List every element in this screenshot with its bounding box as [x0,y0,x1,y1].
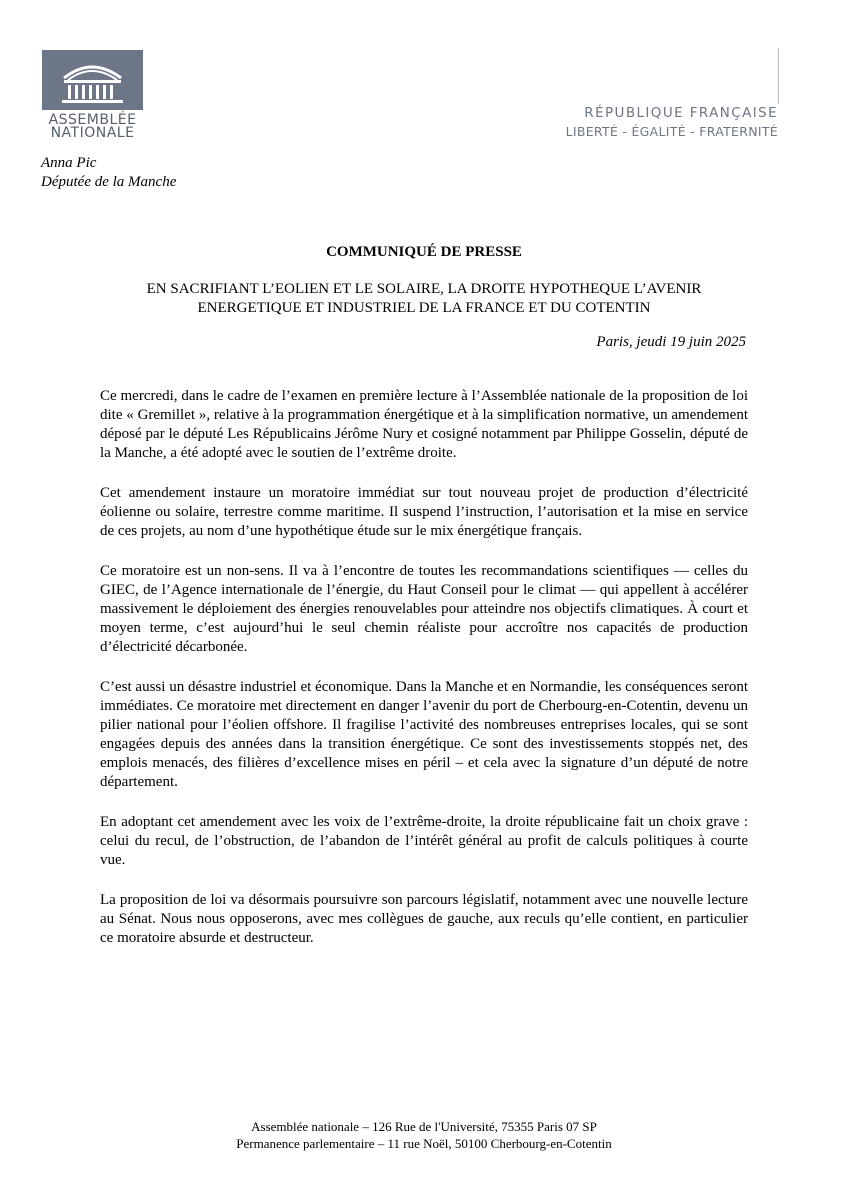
logo-text-line1: ASSEMBLÉE [48,112,137,128]
logo-text-line2: NATIONALE [50,125,135,141]
author-name: Anna Pic [41,155,97,171]
document-body [100,387,748,969]
hemicycle-icon [42,50,143,110]
document-title: COMMUNIQUÉ DE PRESSE [326,244,522,260]
document-headline: EN SACRIFIANT L’EOLIEN ET LE SOLAIRE, LA DROITE HYPOTHEQUE L’AVENIR ENERGETIQUE ET INDUSTRIEL DE LA FRANCE ET DU COTENTIN [146,281,702,316]
author-role: Députée de la Manche [41,174,177,190]
paragraph: Ce mercredi, dans le cadre de l’examen en première lecture à l’Assemblée nationale de la proposition de loi dite « Gremillet », relative à la programmation énergétique et à la simplification normative, un amendement déposé par le député Les Républicains Jérôme Nury et cosigné notamment par Philippe Gosselin, député de la Manche, a été adopté avec le soutien de l’extrême droite. [100,388,748,461]
document-date: Paris, jeudi 19 juin 2025 [596,334,746,350]
assemblee-logo-emblem [42,50,143,110]
paragraph: Cet amendement instaure un moratoire immédiat sur tout nouveau projet de production d’électricité éolienne ou solaire, terrestre comme maritime. Il suspend l’instruction, l’autorisation et la mise en service de ces projets, au nom d’une hypothétique étude sur le mix énergétique français. [100,485,748,539]
republic-motto: LIBERTÉ - ÉGALITÉ - FRATERNITÉ [565,124,778,139]
footer-address-assemblee: Assemblée nationale – 126 Rue de l'Université, 75355 Paris 07 SP [251,1119,597,1134]
paragraph: En adoptant cet amendement avec les voix de l’extrême-droite, la droite républicaine fait un choix grave : celui du recul, de l’obstruction, de l’abandon de l’intérêt général au profit de calculs politiques à courte vue. [100,814,748,868]
header-divider [778,48,779,104]
paragraph: C’est aussi un désastre industriel et économique. Dans la Manche et en Normandie, les conséquences seront immédiates. Ce moratoire met directement en danger l’avenir du port de Cherbourg-en-Cotentin, devenu un pilier national pour l’éolien offshore. Il fragilise l’activité des nombreuses entreprises locales, qui se sont engagées depuis des années dans la transition énergétique. Ce sont des investissements stoppés net, des emplois menacés, des filières d’excellence mises en péril – et cela avec la signature d’un député de notre département. [100,679,748,790]
paragraph: La proposition de loi va désormais poursuivre son parcours législatif, notamment avec une nouvelle lecture au Sénat. Nous nous opposerons, avec mes collègues de gauche, aux reculs qu’elle contient, en particulier ce moratoire absurde et destructeur. [100,892,748,946]
paragraph: Ce moratoire est un non-sens. Il va à l’encontre de toutes les recommandations scientifiques — celles du GIEC, de l’Agence internationale de l’énergie, du Haut Conseil pour le climat — qui appellent à accélérer massivement le déploiement des énergies renouvelables pour atteindre nos objectifs climatiques. À court et moyen terme, c’est aujourd’hui le seul chemin réaliste pour accroître nos capacités de production d’électricité décarbonée. [100,563,748,655]
republic-label: RÉPUBLIQUE FRANÇAISE [584,105,778,121]
footer-address-permanence: Permanence parlementaire – 11 rue Noël, 50100 Cherbourg-en-Cotentin [236,1136,612,1151]
